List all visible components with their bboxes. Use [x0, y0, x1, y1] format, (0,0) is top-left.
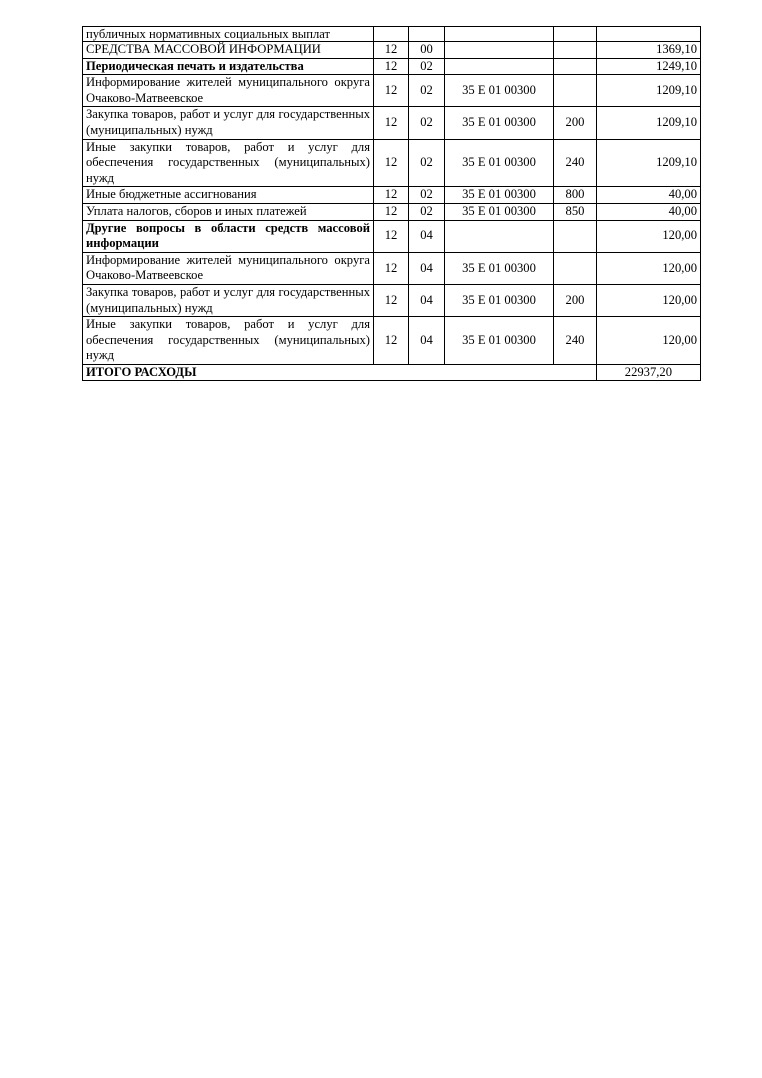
- row-section: 12: [374, 187, 409, 204]
- row-name: СРЕДСТВА МАССОВОЙ ИНФОРМАЦИИ: [83, 42, 374, 59]
- table-row: [83, 75, 701, 107]
- table-row: [83, 284, 701, 316]
- row-expense-type: [554, 252, 597, 284]
- row-name: Уплата налогов, сборов и иных платежей: [83, 203, 374, 220]
- row-subsection: 02: [409, 58, 445, 75]
- table-body: [83, 27, 701, 381]
- row-subsection: 02: [409, 203, 445, 220]
- total-row: [83, 364, 701, 381]
- row-target-article: [445, 220, 554, 252]
- row-sum: 1369,10: [597, 42, 701, 59]
- row-name: Закупка товаров, работ и услуг для государственных (муниципальных) нужд: [83, 107, 374, 139]
- row-sum: 1209,10: [597, 139, 701, 187]
- row-target-article: 35 Е 01 00300: [445, 107, 554, 139]
- row-name: Закупка товаров, работ и услуг для государственных (муниципальных) нужд: [83, 284, 374, 316]
- row-section: 12: [374, 107, 409, 139]
- row-target-article: [445, 58, 554, 75]
- row-target-article: 35 Е 01 00300: [445, 284, 554, 316]
- row-subsection: 02: [409, 75, 445, 107]
- row-target-article: 35 Е 01 00300: [445, 252, 554, 284]
- expenditure-table: [82, 26, 701, 381]
- total-sum: 22937,20: [597, 364, 701, 381]
- row-expense-type: 240: [554, 139, 597, 187]
- row-subsection: 04: [409, 220, 445, 252]
- table-row: [83, 139, 701, 187]
- row-sum: 1209,10: [597, 75, 701, 107]
- row-target-article: 35 Е 01 00300: [445, 317, 554, 365]
- row-target-article: 35 Е 01 00300: [445, 203, 554, 220]
- row-expense-type: [554, 42, 597, 59]
- row-expense-type: 800: [554, 187, 597, 204]
- row-sum: 120,00: [597, 220, 701, 252]
- row-sum: 40,00: [597, 203, 701, 220]
- row-sum: 1209,10: [597, 107, 701, 139]
- row-target-article: [445, 27, 554, 42]
- table-row: [83, 42, 701, 59]
- row-section: 12: [374, 220, 409, 252]
- row-sum: 120,00: [597, 284, 701, 316]
- row-subsection: 02: [409, 187, 445, 204]
- row-expense-type: 200: [554, 284, 597, 316]
- row-expense-type: [554, 220, 597, 252]
- row-target-article: 35 Е 01 00300: [445, 75, 554, 107]
- row-section: 12: [374, 42, 409, 59]
- row-name: Иные закупки товаров, работ и услуг для обеспечения государственных (муниципальных) нужд: [83, 139, 374, 187]
- row-section: 12: [374, 58, 409, 75]
- row-sum: 120,00: [597, 252, 701, 284]
- table-row: [83, 107, 701, 139]
- row-expense-type: [554, 27, 597, 42]
- row-sum: 40,00: [597, 187, 701, 204]
- table-row: [83, 252, 701, 284]
- row-sum: 120,00: [597, 317, 701, 365]
- row-subsection: [409, 27, 445, 42]
- row-section: 12: [374, 75, 409, 107]
- row-name: Иные закупки товаров, работ и услуг для обеспечения государственных (муниципальных) нужд: [83, 317, 374, 365]
- row-expense-type: 240: [554, 317, 597, 365]
- row-target-article: [445, 42, 554, 59]
- row-expense-type: [554, 75, 597, 107]
- row-name: публичных нормативных социальных выплат: [83, 27, 374, 42]
- table-row: [83, 27, 701, 42]
- table-row: [83, 203, 701, 220]
- row-subsection: 02: [409, 107, 445, 139]
- row-sum: 1249,10: [597, 58, 701, 75]
- row-target-article: 35 Е 01 00300: [445, 139, 554, 187]
- row-subsection: 04: [409, 317, 445, 365]
- row-expense-type: 850: [554, 203, 597, 220]
- row-subsection: 00: [409, 42, 445, 59]
- row-sum: [597, 27, 701, 42]
- table-row: [83, 58, 701, 75]
- table-row: [83, 187, 701, 204]
- row-section: 12: [374, 139, 409, 187]
- row-subsection: 04: [409, 252, 445, 284]
- table-row: [83, 317, 701, 365]
- row-section: [374, 27, 409, 42]
- row-target-article: 35 Е 01 00300: [445, 187, 554, 204]
- row-section: 12: [374, 284, 409, 316]
- row-expense-type: [554, 58, 597, 75]
- row-name: Иные бюджетные ассигнования: [83, 187, 374, 204]
- row-name: Информирование жителей муниципального округа Очаково-Матвеевское: [83, 252, 374, 284]
- row-name: Другие вопросы в области средств массовой информации: [83, 220, 374, 252]
- row-section: 12: [374, 252, 409, 284]
- table-row: [83, 220, 701, 252]
- row-name: Периодическая печать и издательства: [83, 58, 374, 75]
- row-section: 12: [374, 317, 409, 365]
- row-section: 12: [374, 203, 409, 220]
- row-subsection: 02: [409, 139, 445, 187]
- row-expense-type: 200: [554, 107, 597, 139]
- row-name: Информирование жителей муниципального округа Очаково-Матвеевское: [83, 75, 374, 107]
- row-subsection: 04: [409, 284, 445, 316]
- total-label: ИТОГО РАСХОДЫ: [83, 364, 597, 381]
